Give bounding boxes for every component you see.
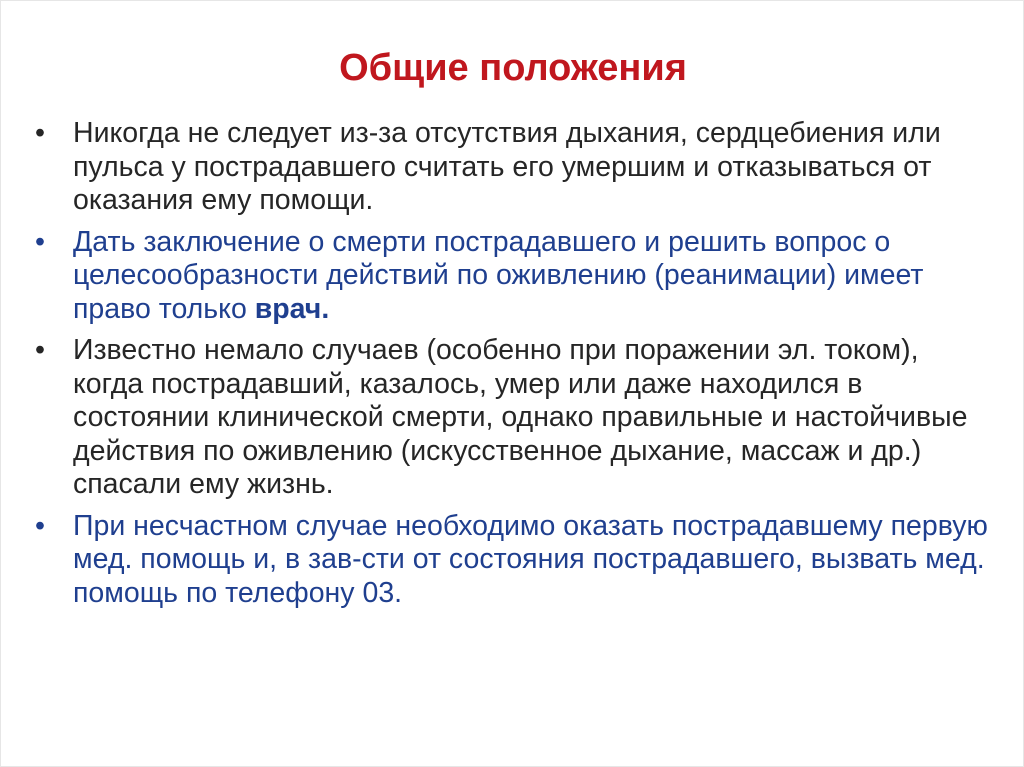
bullet-text-2-emphasis: врач. [254,292,330,325]
bullet-item-3 [35,334,995,502]
bullet-text-4: При несчастном случае необходимо оказать пострадавшему первую мед. помощь и, в зав-сти от состояния пострадавшего, вызвать мед. помощь по телефону 03. [73,509,988,609]
slide-title: Общие положения [339,47,687,89]
bullet-item-4 [35,510,995,611]
bullet-text-1: Никогда не следует из-за отсутствия дыхания, сердцебиения или пульса у пострадавшего считать его умершим и отказываться от оказания ему помощи. [73,117,941,216]
bullet-marker: • [35,334,45,366]
bullet-text-2: Дать заключение о смерти пострадавшего и решить вопрос о целесообразности действий по оживлению (реанимации) имеет право только [73,225,924,325]
bullet-list [35,117,995,618]
bullet-marker: • [35,117,45,149]
bullet-marker: • [35,509,45,542]
bullet-item-1 [35,117,995,218]
bullet-item-2 [35,226,995,327]
bullet-text-3: Известно немало случаев (особенно при поражении эл. током), когда пострадавший, казалось, умер или даже находился в состоянии клинической смерти, однако правильные и настойчивые действия по оживлению (искусственное дыхание, массаж и др.) спасали ему жизнь. [73,334,968,500]
bullet-marker: • [35,225,45,258]
